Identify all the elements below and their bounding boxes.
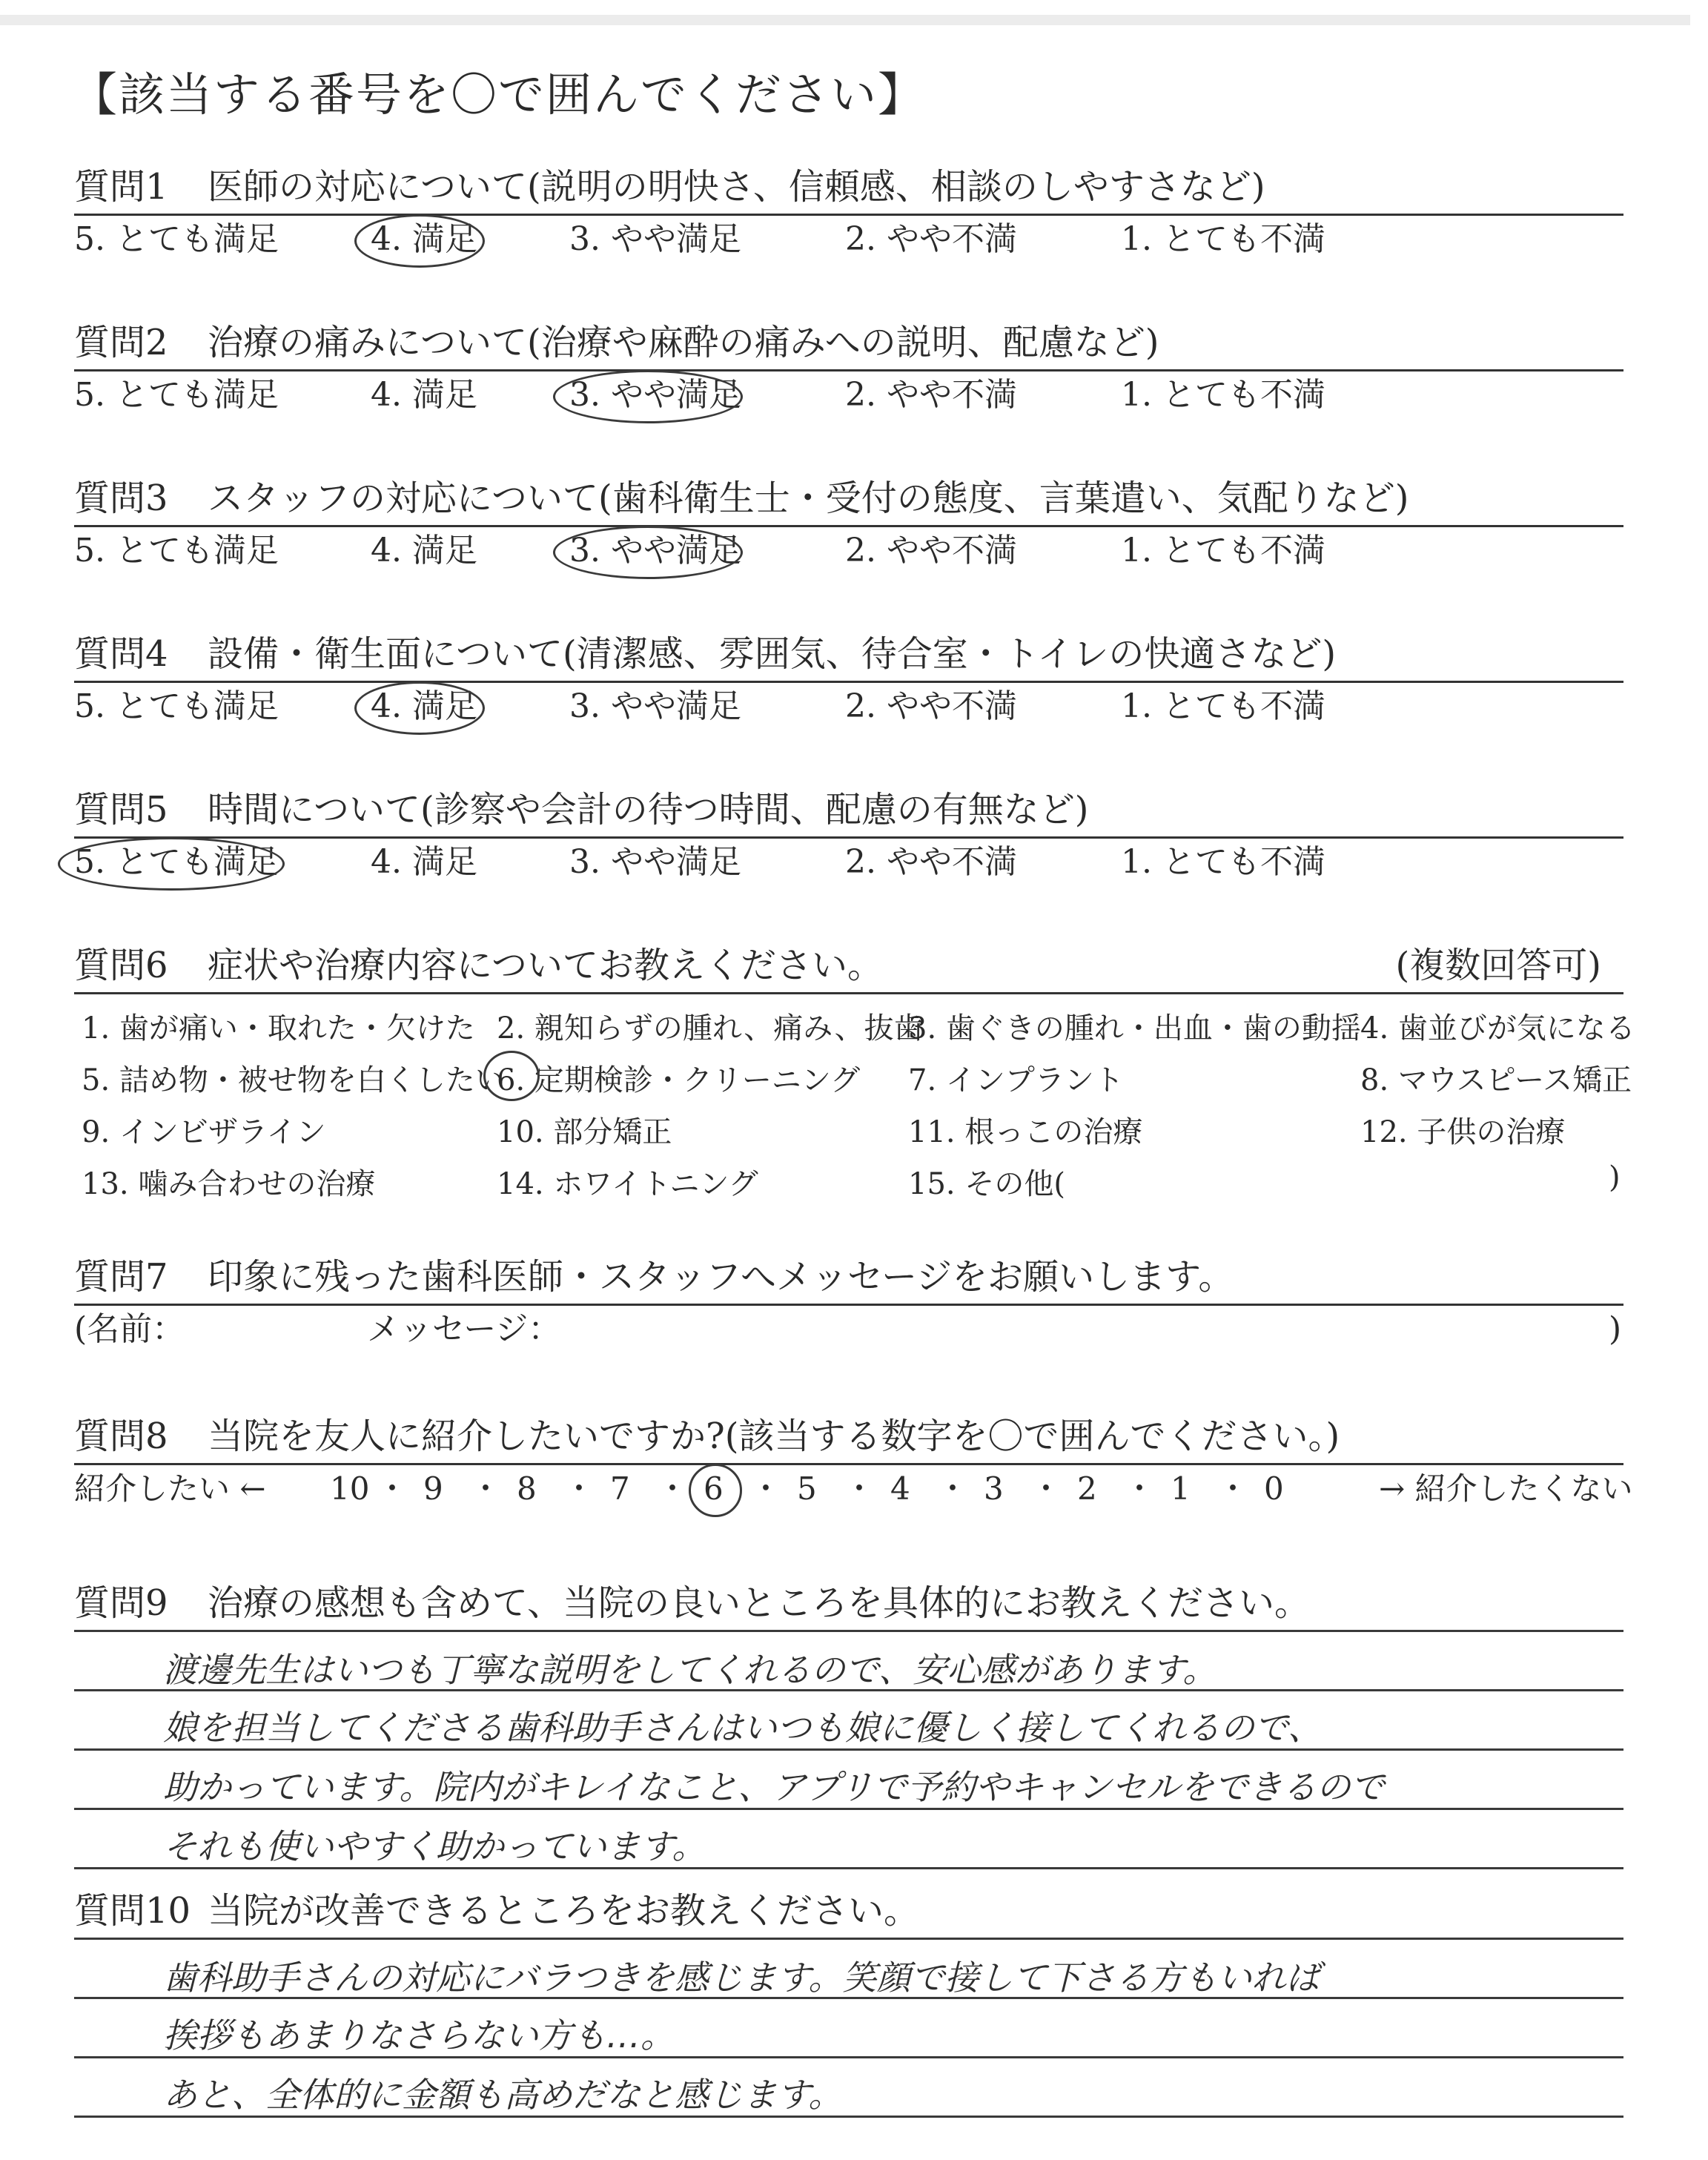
treatment-option[interactable]: 3. 歯ぐきの腫れ・出血・歯の動揺 xyxy=(908,1011,1361,1046)
treatment-option[interactable]: 8. マウスピース矯正 xyxy=(1360,1063,1632,1097)
scale-value[interactable]: 10 xyxy=(330,1470,370,1507)
question-text: 当院が改善できるところをお教えください。 xyxy=(208,1890,920,1932)
name-label: (名前： xyxy=(74,1310,185,1348)
question-text: 印象に残った歯科医師・スタッフへメッセージをお願いします。 xyxy=(208,1256,1234,1298)
treatment-options xyxy=(74,994,1635,1202)
scale-value[interactable]: 5 xyxy=(797,1470,817,1507)
scale-value[interactable]: 4 xyxy=(890,1470,910,1507)
rating-option[interactable]: 3. やや満足 xyxy=(569,843,741,881)
scale-value[interactable]: 2 xyxy=(1077,1470,1097,1507)
question-7 xyxy=(74,1253,1623,1353)
answer-line xyxy=(74,1938,1623,1940)
rating-option[interactable]: 5. とても満足 xyxy=(74,376,279,414)
answer-line xyxy=(74,1630,1623,1632)
treatment-option[interactable]: 9. インビザライン xyxy=(82,1115,326,1149)
rating-option[interactable]: 4. 満足 xyxy=(371,376,477,414)
scale-value[interactable]: 7 xyxy=(610,1470,630,1507)
scale-value-selected[interactable]: 6 xyxy=(704,1470,724,1507)
rating-option-selected[interactable]: 5. とても満足 xyxy=(74,843,279,881)
answer-area xyxy=(74,1935,1623,2157)
form-heading: 【該当する番号を〇で囲んでください】 xyxy=(71,67,926,122)
question-9 xyxy=(74,1579,1623,1923)
question-number: 質問8 xyxy=(74,1416,168,1457)
scale-value[interactable]: 0 xyxy=(1264,1470,1284,1507)
scale-separator: ・ xyxy=(377,1470,408,1507)
rating-option[interactable]: 4. 満足 xyxy=(371,532,477,569)
scale-separator: ・ xyxy=(1217,1470,1249,1507)
scale-separator: ・ xyxy=(563,1470,595,1507)
rating-option-selected[interactable]: 4. 満足 xyxy=(371,220,477,258)
question-text: 当院を友人に紹介したいですか?(該当する数字を〇で囲んでください。) xyxy=(208,1416,1340,1457)
rating-option[interactable]: 1. とても不満 xyxy=(1121,532,1325,569)
handwritten-answer: 助かっています。院内がキレイなこと、アプリで予約やキャンセルをできるので xyxy=(163,1767,1385,1807)
rating-option[interactable]: 2. やや不満 xyxy=(845,376,1017,414)
treatment-option[interactable]: 4. 歯並びが気になる xyxy=(1360,1011,1635,1046)
question-number: 質問5 xyxy=(74,789,168,830)
treatment-option-selected[interactable]: 6. 定期検診・クリーニング xyxy=(497,1063,861,1097)
recommend-scale xyxy=(74,1465,1633,1513)
rating-option[interactable]: 5. とても満足 xyxy=(74,532,279,569)
rating-options xyxy=(74,371,1623,419)
scale-value[interactable]: 1 xyxy=(1171,1470,1191,1507)
selection-circle xyxy=(354,681,485,735)
treatment-option[interactable]: 1. 歯が痛い・取れた・欠けた xyxy=(82,1011,475,1046)
answer-area xyxy=(74,1627,1623,1923)
handwritten-answer: あと、全体的に金額も高めだなと感じます。 xyxy=(163,2075,843,2115)
rating-option[interactable]: 3. やや満足 xyxy=(569,687,741,725)
scale-separator: ・ xyxy=(750,1470,782,1507)
treatment-option[interactable]: 15. その他( xyxy=(908,1167,1065,1201)
question-text: 治療の感想も含めて、当院の良いところを具体的にお教えください。 xyxy=(208,1582,1311,1624)
handwritten-answer: 挨拶もあまりなさらない方も…。 xyxy=(163,2015,675,2055)
rating-options xyxy=(74,527,1623,575)
rating-option[interactable]: 1. とても不満 xyxy=(1121,687,1325,725)
handwritten-answer: それも使いやすく助かっています。 xyxy=(163,1826,706,1866)
rating-option-selected[interactable]: 3. やや満足 xyxy=(569,532,741,569)
treatment-option[interactable]: 2. 親知らずの腫れ、痛み、抜歯 xyxy=(497,1011,924,1046)
question-3 xyxy=(74,475,1623,575)
question-number: 質問7 xyxy=(74,1256,168,1298)
other-close-paren: ) xyxy=(1609,1160,1621,1195)
handwritten-answer: 歯科助手さんの対応にバラつきを感じます。笑顔で接して下さる方もいれば xyxy=(163,1958,1320,1998)
rating-options xyxy=(74,839,1623,886)
rating-option[interactable]: 4. 満足 xyxy=(371,843,477,881)
question-number: 質問3 xyxy=(74,478,168,519)
rating-option-selected[interactable]: 4. 満足 xyxy=(371,687,477,725)
rating-option[interactable]: 2. やや不満 xyxy=(845,687,1017,725)
question-6 xyxy=(74,942,1635,1202)
question-number: 質問2 xyxy=(74,322,168,363)
question-number: 質問6 xyxy=(74,945,168,986)
scale-value[interactable]: 9 xyxy=(423,1470,443,1507)
scale-left-label: 紹介したい ← xyxy=(74,1470,266,1507)
treatment-option[interactable]: 10. 部分矯正 xyxy=(497,1115,672,1149)
question-text: 医師の対応について(説明の明快さ、信頼感、相談のしやすさなど) xyxy=(208,166,1265,208)
close-paren: ) xyxy=(1609,1310,1622,1348)
selection-circle xyxy=(689,1464,742,1517)
question-4 xyxy=(74,630,1623,730)
question-text: 時間について(診察や会計の待つ時間、配慮の有無など) xyxy=(208,789,1089,830)
question-text: 設備・衛生面について(清潔感、雰囲気、待合室・トイレの快適さなど) xyxy=(208,633,1337,675)
rating-option-selected[interactable]: 3. やや満足 xyxy=(569,376,741,414)
treatment-option[interactable]: 5. 詰め物・被せ物を白くしたい xyxy=(82,1063,505,1097)
handwritten-answer: 娘を担当してくださる歯科助手さんはいつも娘に優しく接してくれるので、 xyxy=(163,1708,1323,1748)
question-1 xyxy=(74,163,1623,263)
treatment-option[interactable]: 12. 子供の治療 xyxy=(1360,1115,1566,1149)
question-number: 質問9 xyxy=(74,1582,168,1624)
rating-option[interactable]: 1. とても不満 xyxy=(1121,376,1325,414)
rating-option[interactable]: 1. とても不満 xyxy=(1121,843,1325,881)
rating-option[interactable]: 1. とても不満 xyxy=(1121,220,1325,258)
scale-separator: ・ xyxy=(657,1470,689,1507)
scan-top-edge xyxy=(0,15,1690,25)
scale-right-label: → 紹介したくない xyxy=(1379,1470,1633,1507)
scale-value[interactable]: 3 xyxy=(984,1470,1004,1507)
message-label: メッセージ： xyxy=(367,1310,561,1348)
question-text: スタッフの対応について(歯科衛生士・受付の態度、言葉遣い、気配りなど) xyxy=(208,478,1409,519)
selection-circle xyxy=(354,214,485,268)
selection-circle xyxy=(483,1051,540,1101)
question-10 xyxy=(74,1887,1623,2157)
question-5 xyxy=(74,786,1623,886)
selection-circle xyxy=(58,837,285,891)
rating-option[interactable]: 2. やや不満 xyxy=(845,843,1017,881)
treatment-option[interactable]: 13. 噛み合わせの治療 xyxy=(82,1167,376,1201)
scale-separator: ・ xyxy=(844,1470,875,1507)
question-number: 質問10 xyxy=(74,1890,191,1932)
question-text: 治療の痛みについて(治療や麻酔の痛みへの説明、配慮など) xyxy=(208,322,1159,363)
rating-options xyxy=(74,683,1623,730)
rating-options xyxy=(74,216,1623,263)
question-number: 質問4 xyxy=(74,633,168,675)
handwritten-answer: 渡邊先生はいつも丁寧な説明をしてくれるので、安心感があります。 xyxy=(163,1650,1217,1690)
multiple-answer-note: (複数回答可) xyxy=(1395,945,1601,986)
scale-value[interactable]: 8 xyxy=(517,1470,537,1507)
rating-option[interactable]: 5. とても満足 xyxy=(74,687,279,725)
scale-separator: ・ xyxy=(937,1470,969,1507)
scale-separator: ・ xyxy=(1030,1470,1062,1507)
selection-circle xyxy=(553,370,743,423)
rating-option[interactable]: 3. やや満足 xyxy=(569,220,741,258)
question-number: 質問1 xyxy=(74,166,168,208)
question-text: 症状や治療内容についてお教えください。 xyxy=(208,945,884,986)
selection-circle xyxy=(553,526,743,579)
rating-option[interactable]: 2. やや不満 xyxy=(845,220,1017,258)
scale-separator: ・ xyxy=(470,1470,502,1507)
treatment-option[interactable]: 11. 根っこの治療 xyxy=(908,1115,1143,1149)
question-8 xyxy=(74,1413,1633,1513)
question-2 xyxy=(74,319,1623,419)
scale-separator: ・ xyxy=(1124,1470,1156,1507)
rating-option[interactable]: 5. とても満足 xyxy=(74,220,279,258)
treatment-option[interactable]: 7. インプラント xyxy=(908,1063,1124,1097)
rating-option[interactable]: 2. やや不満 xyxy=(845,532,1017,569)
treatment-option[interactable]: 14. ホワイトニング xyxy=(497,1167,758,1201)
